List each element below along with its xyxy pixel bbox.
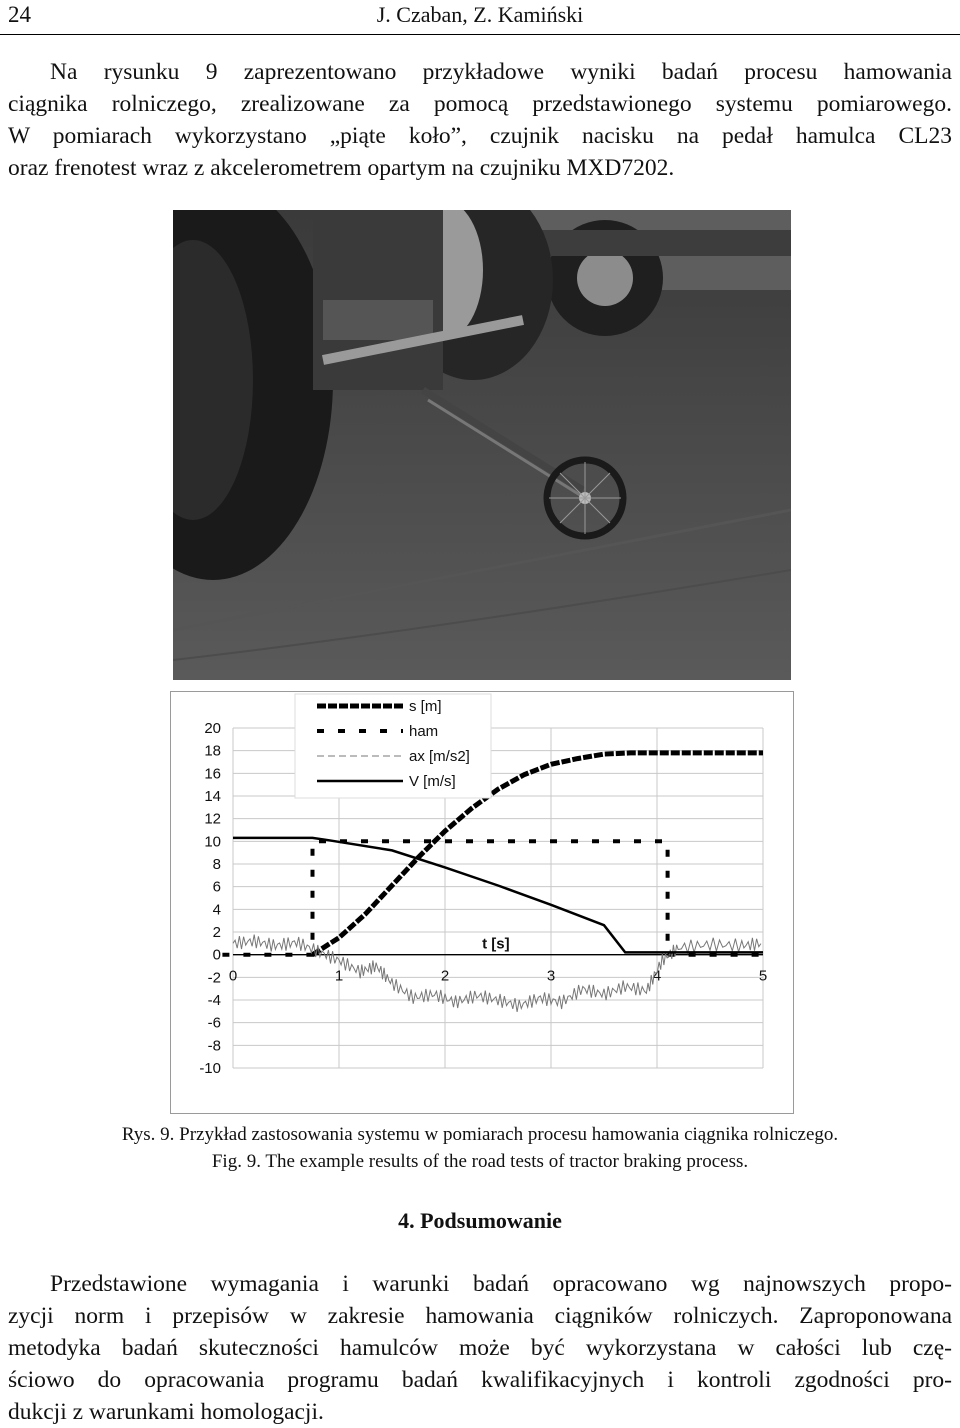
x-tick-label: 2 <box>440 967 450 985</box>
legend-label: V [m/s] <box>409 773 456 790</box>
chart-legend <box>295 694 491 798</box>
intro-paragraph <box>8 56 952 184</box>
y-tick-label: 6 <box>212 878 221 896</box>
x-tick-label: 5 <box>758 967 768 985</box>
y-tick-labels <box>199 720 221 1077</box>
summary-paragraph <box>8 1268 952 1428</box>
x-tick-label: 0 <box>228 967 238 985</box>
trailer-hub <box>577 250 633 306</box>
x-tick-label: 3 <box>546 967 556 985</box>
caption-polish: Rys. 9. Przykład zastosowania systemu w pomiarach procesu hamowania ciągnika rolniczego. <box>121 1124 839 1145</box>
tractor-fifth-wheel-photo <box>173 210 791 680</box>
section-title: 4. Podsumowanie <box>398 1208 562 1233</box>
y-tick-label: -4 <box>207 992 221 1009</box>
trailer-frame <box>523 230 791 256</box>
intro-line: W pomiarach wykorzystano „piąte koło”, czujnik nacisku na pedał hamulca CL23 <box>8 123 952 149</box>
hitch-plate <box>323 300 433 340</box>
summary-line: ściowo do opracowania programu badań kwalifikacyjnych i kontroli zgodności pro- <box>8 1367 952 1393</box>
caption-english: Fig. 9. The example results of the road tests of tractor braking process. <box>211 1151 749 1172</box>
legend-label: s [m] <box>409 698 442 715</box>
y-tick-label: 20 <box>204 720 221 737</box>
y-tick-label: -10 <box>199 1060 221 1077</box>
y-tick-label: 2 <box>212 924 221 941</box>
chart-svg <box>171 692 795 1115</box>
photo-illustration <box>173 210 791 680</box>
intro-line: Na rysunku 9 zaprezentowano przykładowe wyniki badań procesu hamowania <box>50 59 952 85</box>
summary-line: Przedstawione wymagania i warunki badań opracowano wg najnowszych propo- <box>50 1271 952 1297</box>
legend-label: ham <box>409 723 439 740</box>
y-tick-label: 0 <box>212 946 221 964</box>
y-tick-label: 4 <box>212 901 221 919</box>
legend-box <box>295 694 491 798</box>
y-tick-label: 10 <box>204 833 221 851</box>
intro-line: ciągnika rolniczego, zrealizowane za pomocą przedstawionego systemu pomiarowego. <box>8 91 952 117</box>
page-number: 24 <box>8 2 31 27</box>
y-tick-label: 14 <box>204 788 221 805</box>
running-title: J. Czaban, Z. Kamiński <box>376 2 584 27</box>
intro-line: oraz frenotest wraz z akcelerometrem opartym na czujniku MXD7202. <box>8 155 675 181</box>
y-tick-label: 18 <box>204 742 221 760</box>
y-tick-label: -2 <box>207 969 221 987</box>
y-tick-label: -8 <box>207 1037 221 1055</box>
x-tick-labels <box>229 968 767 985</box>
summary-line: dukcji z warunkami homologacji. <box>8 1399 324 1425</box>
x-tick-label: 4 <box>652 967 662 985</box>
summary-line: metodyka badań skuteczności hamulców może być wykorzystana w całości lub czę- <box>8 1335 952 1361</box>
x-tick-label: 1 <box>334 967 344 985</box>
y-tick-label: 16 <box>204 765 221 783</box>
summary-line: zycji norm i przepisów w zakresie hamowania ciągników rolniczych. Zaproponowana <box>8 1303 952 1329</box>
legend-label: ax [m/s2] <box>409 748 470 765</box>
y-tick-label: -6 <box>207 1014 221 1032</box>
x-axis-label: t [s] <box>482 935 510 953</box>
braking-chart <box>170 691 794 1114</box>
y-tick-label: 8 <box>212 856 221 873</box>
page-header <box>0 0 960 35</box>
y-tick-label: 12 <box>204 810 221 828</box>
